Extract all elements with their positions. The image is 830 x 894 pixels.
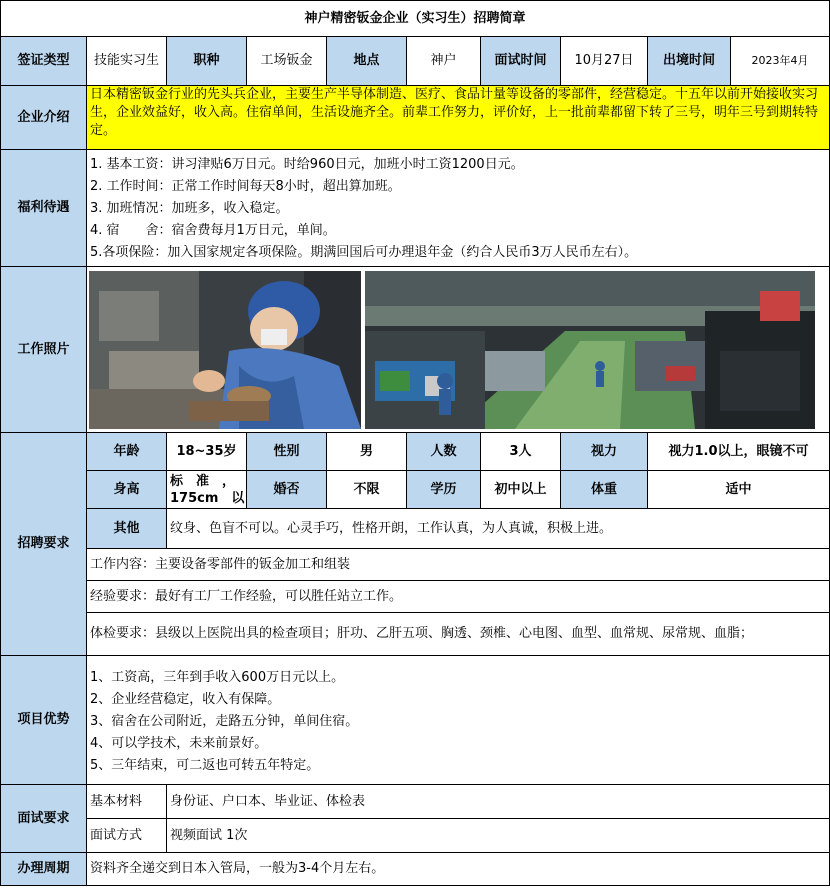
- interview-method-value: 视频面试 1次: [167, 819, 830, 853]
- weight-value: 适中: [648, 471, 830, 509]
- headcount-value: 3人: [481, 433, 561, 471]
- work-photos: [87, 267, 830, 433]
- gender-label: 性别: [247, 433, 327, 471]
- interview-time-value: [561, 37, 648, 86]
- education-value: 初中以上: [481, 471, 561, 509]
- requirements-label: 招聘要求: [1, 433, 87, 656]
- benefit-line: 1. 基本工资：讲习津贴6万日元。时给960日元，加班小时工资1200日元。: [90, 157, 524, 172]
- departure-cell: [648, 37, 830, 86]
- work-photos-label: 工作照片: [1, 267, 87, 433]
- advantages-label: 项目优势: [1, 656, 87, 785]
- height-value-line: 175cm 以: [170, 490, 245, 506]
- departure-time-value: 2023年4月: [751, 54, 809, 67]
- benefit-line: 4. 宿 舍：宿舍费每月1万日元，单间。: [90, 223, 336, 238]
- advantages-list: [87, 656, 830, 785]
- advantage-line: 5、三年结束，可二返也可转五年特定。: [90, 758, 320, 773]
- marital-value: 不限: [327, 471, 407, 509]
- height-label: 身高: [87, 471, 167, 509]
- other-label: 其他: [87, 509, 167, 549]
- location-value: 神户: [407, 37, 481, 86]
- worker-photo: [89, 271, 361, 429]
- interview-method-label: 面试方式: [87, 819, 167, 853]
- advantage-line: 2、企业经营稳定，收入有保障。: [90, 692, 281, 707]
- departure-time-label: 出境时间: [648, 37, 731, 85]
- weight-label: 体重: [561, 471, 648, 509]
- vision-label: 视力: [561, 433, 648, 471]
- materials-value: 身份证、户口本、毕业证、体检表: [167, 785, 830, 819]
- benefit-line: 2. 工作时间：正常工作时间每天8小时，超出算加班。: [90, 179, 401, 194]
- experience-requirement: 经验要求：最好有工厂工作经验，可以胜任站立工作。: [87, 581, 830, 613]
- job-type-label: 职种: [167, 37, 247, 86]
- gender-value: 男: [327, 433, 407, 471]
- benefit-line: 5.各项保险：加入国家规定各项保险。期满回国后可办理退年金（约合人民币3万人民币左右）。: [90, 245, 638, 260]
- processing-period-label: 办理周期: [1, 853, 87, 886]
- work-content: 工作内容：主要设备零部件的钣金加工和组装: [87, 549, 830, 581]
- marital-label: 婚否: [247, 471, 327, 509]
- vision-value: 视力1.0以上，眼镜不可: [648, 433, 830, 471]
- company-intro-label: 企业介绍: [1, 86, 87, 150]
- visa-type-label: 签证类型: [1, 37, 87, 86]
- benefits-label: 福利待遇: [1, 150, 87, 267]
- age-value: 18~35岁: [167, 433, 247, 471]
- height-value: [167, 471, 247, 509]
- benefit-line: 3. 加班情况：加班多，收入稳定。: [90, 201, 289, 216]
- advantage-line: 3、宿舍在公司附近，走路五分钟，单间住宿。: [90, 714, 359, 729]
- processing-period-value: 资料齐全递交到日本入管局，一般为3-4个月左右。: [87, 853, 830, 886]
- medical-requirement: 体检要求：县级以上医院出具的检查项目；肝功、乙肝五项、胸透、颈椎、心电图、血型、血常规、尿常规、血脂；: [87, 613, 830, 656]
- interview-time-label: 面试时间: [481, 37, 561, 86]
- other-value: 纹身、色盲不可以。心灵手巧，性格开朗，工作认真，为人真诚，积极上进。: [167, 509, 830, 549]
- advantage-line: 1、工资高，三年到手收入600万日元以上。: [90, 670, 345, 685]
- location-label: 地点: [327, 37, 407, 86]
- visa-type-value: 技能实习生: [87, 37, 167, 86]
- interview-requirements-label: 面试要求: [1, 785, 87, 853]
- headcount-label: 人数: [407, 433, 481, 471]
- factory-floor-photo: [365, 271, 815, 429]
- age-label: 年龄: [87, 433, 167, 471]
- benefits-list: [87, 150, 830, 267]
- job-type-value: 工场钣金: [247, 37, 327, 86]
- company-intro-text: 日本精密钣金行业的先头兵企业，主要生产半导体制造、医疗、食品计量等设备的零部件，经营稳定。十五年以前开始接收实习生，企业效益好，收入高。住宿单间，生活设施齐全。前辈工作努力，评价好，上一批前辈都留下转了三号，明年三号到期转特定。: [87, 86, 830, 150]
- materials-label: 基本材料: [87, 785, 167, 819]
- interview-time-text: 10月27日: [574, 53, 634, 68]
- education-label: 学历: [407, 471, 481, 509]
- height-value-line: 标 准 ，: [170, 473, 236, 489]
- advantage-line: 4、可以学技术，未来前景好。: [90, 736, 268, 751]
- page-title: 神户精密钣金企业（实习生）招聘简章: [1, 1, 830, 37]
